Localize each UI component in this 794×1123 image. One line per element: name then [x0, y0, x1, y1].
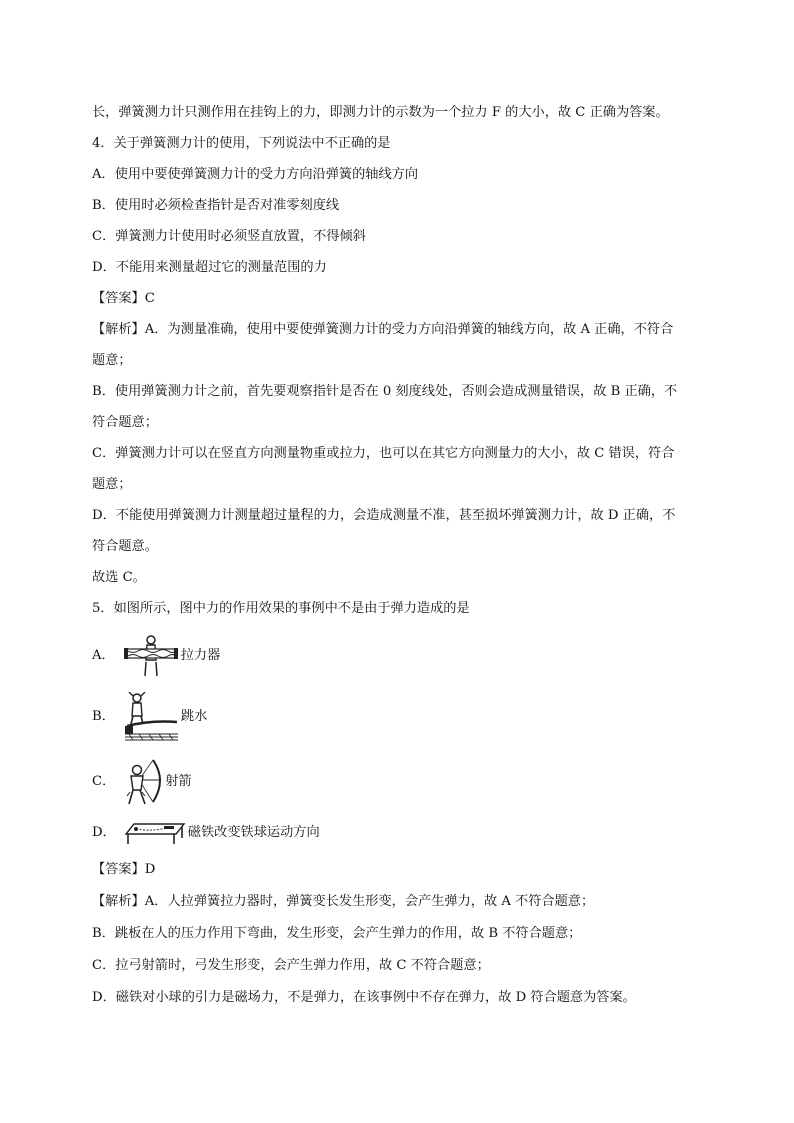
diving-board-figure [123, 692, 179, 742]
explanation-line: 符合题意； [92, 415, 158, 430]
archery-figure [123, 758, 163, 806]
conclusion-line: 故选 C。 [92, 570, 146, 585]
option-label: B． [92, 709, 115, 724]
option-text: 跳水 [180, 709, 208, 724]
explanation-line: 题意； [92, 477, 132, 492]
explanation-line: 【解析】A．人拉弹簧拉力器时，弹簧变长发生形变，会产生弹力，故 A 不符合题意； [92, 894, 595, 909]
option-5a [92, 634, 220, 678]
explanation-line: 【解析】A．为测量准确，使用中要使弹簧测力计的受力方向沿弹簧的轴线方向，故 A 正确，不符合 [92, 322, 674, 337]
explanation-line: C．弹簧测力计可以在竖直方向测量物重或拉力，也可以在其它方向测量力的大小，故 C 错误，符合 [92, 446, 675, 461]
answer-4: 【答案】C [92, 291, 155, 306]
option-c: C．弹簧测力计使用时必须竖直放置，不得倾斜 [92, 229, 366, 244]
option-text: 拉力器 [180, 648, 221, 663]
explanation-line: 符合题意。 [92, 539, 158, 554]
explanation-line: C．拉弓射箭时，弓发生形变，会产生弹力作用，故 C 不符合题意； [92, 958, 490, 973]
option-label: D． [92, 825, 116, 840]
question-5: 5．如图所示，图中力的作用效果的事例中不是由于弹力造成的是 [92, 601, 470, 616]
option-text: 射箭 [165, 774, 192, 789]
option-label: A． [92, 648, 115, 663]
explanation-line: B．跳板在人的压力作用下弯曲，发生形变，会产生弹力的作用，故 B 不符合题意； [92, 926, 582, 941]
option-5c [92, 758, 192, 806]
option-5b [92, 692, 207, 742]
option-b: B．使用时必须检查指针是否对准零刻度线 [92, 198, 340, 213]
explanation-line: D．磁铁对小球的引力是磁场力，不是弹力，在该事例中不存在弹力，故 D 符合题意为答案。 [92, 990, 636, 1005]
answer-5: 【答案】D [92, 862, 156, 877]
option-text: 磁铁改变铁球运动方向 [187, 825, 320, 840]
chest-expander-figure [123, 634, 179, 678]
explanation-line: 题意； [92, 353, 132, 368]
option-label: C． [92, 774, 116, 789]
explanation-line: B．使用弹簧测力计之前，首先要观察指针是否在 0 刻度线处，否则会造成测量错误，故 B 正确，不 [92, 384, 678, 399]
magnet-table-figure [124, 818, 186, 848]
question-4: 4．关于弹簧测力计的使用，下列说法中不正确的是 [92, 136, 391, 151]
option-a: A．使用中要使弹簧测力计的受力方向沿弹簧的轴线方向 [92, 167, 419, 182]
text-line: 长，弹簧测力计只测作用在挂钩上的力，即测力计的示数为一个拉力 F 的大小，故 C 正确为答案。 [92, 105, 669, 120]
option-5d [92, 818, 320, 848]
explanation-line: D．不能使用弹簧测力计测量超过量程的力，会造成测量不准，甚至损坏弹簧测力计，故 D 正确，不 [92, 508, 676, 523]
option-d: D．不能用来测量超过它的测量范围的力 [92, 260, 327, 275]
